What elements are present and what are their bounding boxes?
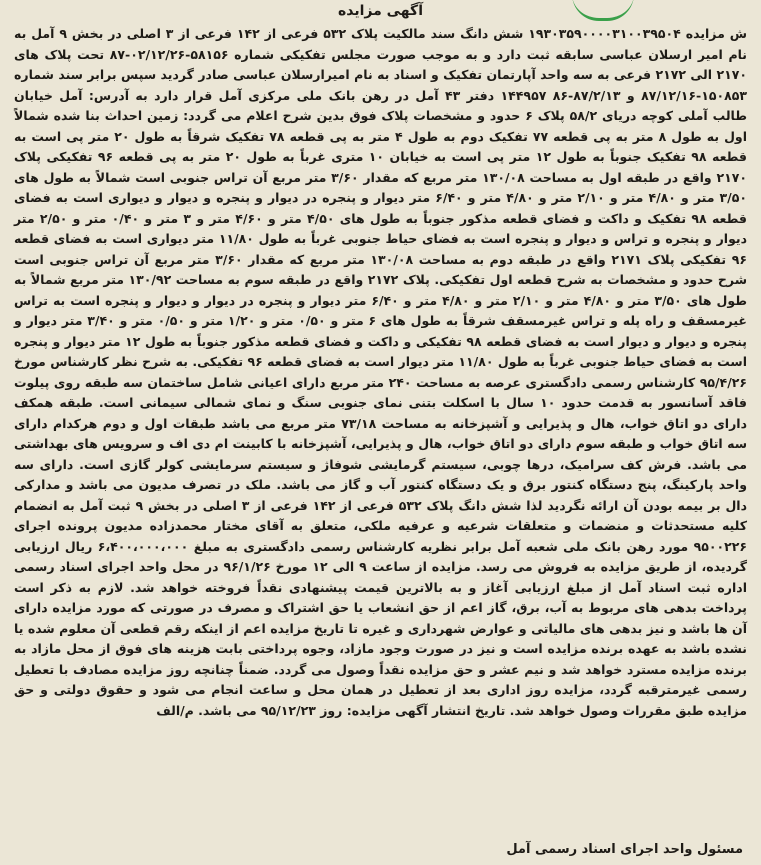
notice-body: ش مزایده ۱۹۳۰۳۵۹۰۰۰۰۳۱۰۰۳۹۵۰۴ شش دانگ سند مالکیت پلاک ۵۳۲ فرعی از ۱۴۲ فرعی از ۳ اصلی در بخش ۹ آمل به نام امیر ارسلان عباسی سابقه ثبت دارد و به موجب صورت مجلس تفکیکی شماره ۵۸۱۵۶-۰۲/۱۲/۲۶-۸۷ تحت پلاک های ۲۱۷۰ الی ۲۱۷۲ فرعی به سه واحد آپارتمان تفکیک و اسناد به نام امیرارسلان عباسی صادر گردید سپس برابر سند شماره ۱۵۰۸۵۳-۸۷/۱۲/۱۶ و ۸۷/۲/۱۳-۸۶ ۱۴۴۹۵۷ دفتر ۴۳ آمل در رهن بانک ملی مرکزی آمل قرار دارد به آدرس: آمل خیابان طالب آملی کوچه دریای ۵۸/۲ پلاک ۶ حدود و مشخصات پلاک فوق بدین شرح اعلام می گردد: زمین احداث بنا شده شمالاً اول به طول ۸ متر به پی قطعه ۷۷ تفکیک دوم به طول ۴ متر به پی قطعه ۷۸ تفکیک شرقاً به طول ۲۰ متر پی است به قطعه ۹۸ تفکیک جنوباً به طول ۱۲ متر پی است به خیابان ۱۰ متری غرباً به طول ۲۰ متر به پی قطعه ۹۶ تفکیکی پلاک ۲۱۷۰ واقع در طبقه اول به مساحت ۱۳۰/۰۸ متر مربع که مقدار ۳/۶۰ متر مربع آن تراس جنوبی است شمالاً به طول های ۳/۵۰ متر و ۴/۸۰ متر و ۲/۱۰ متر و ۴/۸۰ متر و ۶/۴۰ متر دیوار و پنجره در دیوار و پنجره و دیوار و دیواری است به فضای قطعه ۹۸ تفکیک و داکت و فضای قطعه مذکور جنوباً به طول های ۴/۵۰ متر و ۴/۶۰ متر و ۳ متر و ۰/۴۰ متر و ۲/۵۰ متر دیوار و پنجره و تراس و دیوار و پنجره است به فضای حیاط جنوبی غرباً به طول ۱۱/۸۰ متر دیواری است به فضای قطعه ۹۶ تفکیکی پلاک ۲۱۷۱ واقع در طبقه دوم به مساحت ۱۳۰/۰۸ متر مربع که مقدار ۳/۶۰ متر مربع آن تراس جنوبی است شرح حدود و مشخصات به شرح قطعه اول تفکیکی. پلاک ۲۱۷۲ واقع در طبقه سوم به مساحت ۱۳۰/۹۲ متر مربع شمالاً به طول های ۳/۵۰ متر و ۴/۸۰ متر و ۲/۱۰ متر و ۴/۸۰ متر و ۶/۴۰ متر دیوار و پنجره در دیوار و دیوار و پنجره است به تراس غیرمسقف و راه پله و تراس غیرمسقف شرقاً به طول های ۶ متر و ۰/۵۰ متر و ۱/۲۰ متر و ۰/۵۰ متر و ۳/۴۰ متر دیوار و پنجره و دیوار و دیوار است به فضای قطعه ۹۸ تفکیکی و داکت و فضای قطعه مذکور جنوباً به طول ۱۲ متر دیوار و پنجره است به فضای حیاط جنوبی غرباً به طول ۱۱/۸۰ متر دیوار است به فضای قطعه ۹۶ تفکیکی. به شرح نظر کارشناس مورخ ۹۵/۴/۲۶ کارشناس رسمی دادگستری عرصه به مساحت ۲۴۰ متر مربع دارای اعیانی شامل ساختمان سه طبقه روی پیلوت فاقد آسانسور به قدمت حدود ۱۰ سال با اسکلت بتنی نمای جنوبی سنگ و نمای شمالی سیمانی است. طبقه همکف دارای دو اتاق خواب، هال و پذیرایی و آشپزخانه به مساحت ۷۳/۱۸ متر مربع می باشد طبقات اول و دوم هرکدام دارای سه اتاق خواب و طبقه سوم دارای دو اتاق خواب، هال و پذیرایی، آشپزخانه با کابینت ام دی اف و سرویس های بهداشتی می باشد. فرش کف سرامیک، درها چوبی، سیستم گرمایشی شوفاژ و سیستم سرمایشی کولر گازی است. دارای سه واحد پارکینگ، پنج دستگاه کنتور برق و یک دستگاه کنتور آب و گاز می باشد. ملک در تصرف مدیون می باشد و مدارکی دال بر بیمه بودن آن ارائه نگردید لذا شش دانگ پلاک ۵۳۲ فرعی از ۱۴۲ فرعی از ۳ اصلی در بخش ۹ ثبت آمل به انضمام کلیه مستحدثات و منضمات و متعلقات شرعیه و عرفیه ملکی، متعلق به آقای مختار محمدزاده مدیون پرونده اجرای ۹۵۰۰۲۲۶ مورد رهن بانک ملی شعبه آمل برابر نظریه کارشناس رسمی دادگستری به مبلغ ۶،۴۰۰،۰۰۰،۰۰۰ ریال ارزیابی گردیده، از طریق مزایده به فروش می رسد. مزایده از ساعت ۹ الی ۱۲ مورخ ۹۶/۱/۲۶ در محل واحد اجرای اسناد رسمی اداره ثبت اسناد آمل از مبلغ ارزیابی آغاز و به بالاترین قیمت پیشنهادی نقداً فروخته خواهد شد. لازم به ذکر است پرداخت بدهی های مربوط به آب، برق، گاز اعم از حق انشعاب یا حق اشتراک و مصرف در صورتی که مورد مزایده دارای آن ها باشد و نیز بدهی های مالیاتی و عوارض شهرداری و غیره تا تاریخ مزایده اعم از اینکه رقم قطعی آن معلوم شده یا نشده باشد به عهده برنده مزایده است و نیز در صورت وجود مازاد، وجوه پرداختی بابت هزینه های فوق از محل مازاد به برنده مزایده مسترد خواهد شد و نیم عشر و حق مزایده نقداً وصول می گردد. ضمناً چنانچه روز مزایده مصادف با تعطیل رسمی غیرمترقبه گردد، مزایده روز اداری بعد از تعطیل در همان محل و ساعت انجام می شود و حقوق دولتی و حق مزایده طبق مقررات وصول خواهد شد. تاریخ انتشار آگهی مزایده: روز ۹۵/۱۲/۲۳ می باشد. م/الف [14,26,748,718]
notice-signature: مسئول واحد اجرای اسناد رسمی آمل [506,842,743,857]
notice-title: آگهی مزایده [337,3,423,19]
